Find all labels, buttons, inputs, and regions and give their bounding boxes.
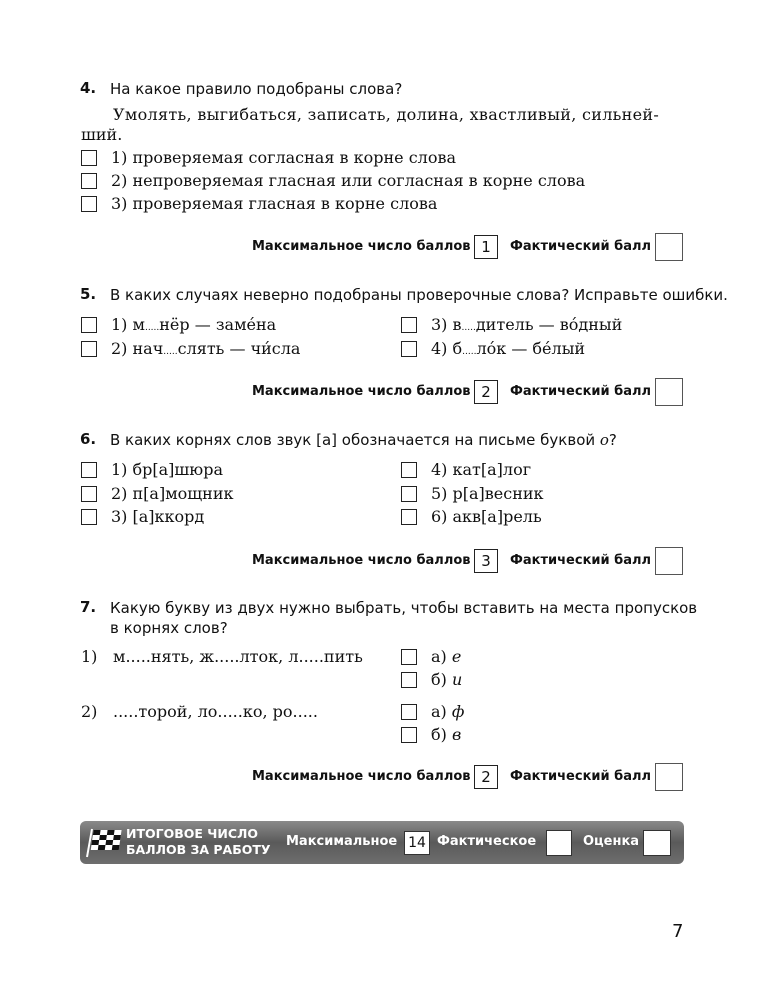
question-4-option-3-label: 3) проверяемая гласная в корне слова (111, 194, 438, 213)
question-4-actual-score-label: Фактический балл (510, 239, 652, 254)
total-actual-label: Фактическое (437, 834, 537, 849)
question-7-group-2-option-b-label: б) в (431, 725, 462, 744)
question-7-group-2-words: .....торой, ло.....ко, ро..... (113, 702, 318, 721)
question-5-option-2-label: 2) нач.....слять — чи́сла (111, 339, 301, 358)
question-7-group-1-option-b-label: б) и (431, 670, 463, 689)
question-5-number: 5. (80, 285, 97, 303)
question-6-option-4-label: 4) кат[а]лог (431, 460, 532, 479)
question-7-number: 7. (80, 598, 97, 616)
question-6-option-6-label: 6) акв[а]рель (431, 507, 542, 526)
question-6-option-6-checkbox[interactable] (401, 509, 417, 525)
question-6-option-3-label: 3) [а]ккорд (111, 507, 205, 526)
question-5-option-4-checkbox[interactable] (401, 341, 417, 357)
question-7-text-line1: Какую букву из двух нужно выбрать, чтобы вставить на места пропусков (110, 599, 698, 617)
question-7-group-2-option-b-checkbox[interactable] (401, 727, 417, 743)
checkered-flag-icon (84, 827, 124, 859)
question-4-option-2-label: 2) непроверяемая гласная или согласная в корне слова (111, 171, 586, 190)
question-5-option-2-checkbox[interactable] (81, 341, 97, 357)
question-7-actual-score-box[interactable] (655, 763, 683, 791)
question-4-words-line2: ший. (81, 125, 123, 144)
question-7-group-1-label: 1) (81, 647, 98, 666)
question-4-max-score-value: 1 (474, 235, 498, 259)
question-4-option-1-label: 1) проверяемая согласная в корне слова (111, 148, 457, 167)
question-6-option-3-checkbox[interactable] (81, 509, 97, 525)
question-7-group-1-option-a-checkbox[interactable] (401, 649, 417, 665)
question-7-group-2-label: 2) (81, 702, 98, 721)
question-5-max-score-value: 2 (474, 380, 498, 404)
question-6-max-score-label: Максимальное число баллов (252, 553, 471, 568)
question-5-option-3-label: 3) в.....дитель — во́дный (431, 315, 623, 334)
total-grade-label: Оценка (583, 834, 640, 849)
total-score-banner (80, 821, 684, 864)
question-5-option-3-checkbox[interactable] (401, 317, 417, 333)
question-7-group-1-words: м.....нять, ж.....лток, л.....пить (113, 647, 363, 666)
question-6-actual-score-label: Фактический балл (510, 553, 652, 568)
question-5-actual-score-label: Фактический балл (510, 384, 652, 399)
question-4-number: 4. (80, 79, 97, 97)
question-4-option-1-checkbox[interactable] (81, 150, 97, 166)
question-4-max-score-label: Максимальное число баллов (252, 239, 471, 254)
question-5-option-1-label: 1) м.....нёр — заме́на (111, 315, 277, 334)
question-6-option-2-checkbox[interactable] (81, 486, 97, 502)
total-max-value: 14 (404, 831, 430, 855)
question-5-option-1-checkbox[interactable] (81, 317, 97, 333)
question-4-option-2-checkbox[interactable] (81, 173, 97, 189)
question-6-text: В каких корнях слов звук [а] обозначается на письме буквой о? (110, 431, 617, 449)
question-4-option-3-checkbox[interactable] (81, 196, 97, 212)
question-4-actual-score-box[interactable] (655, 233, 683, 261)
total-max-label: Максимальное (286, 834, 398, 849)
total-title-line2: БАЛЛОВ ЗА РАБОТУ (126, 842, 271, 857)
page-number: 7 (672, 921, 684, 942)
question-5-text: В каких случаях неверно подобраны проверочные слова? Исправьте ошибки. (110, 286, 728, 304)
question-6-option-1-checkbox[interactable] (81, 462, 97, 478)
question-6-option-2-label: 2) п[а]мощник (111, 484, 234, 503)
question-7-group-2-option-a-label: а) ф (431, 702, 465, 721)
question-6-option-5-label: 5) р[а]весник (431, 484, 544, 503)
total-title-line1: ИТОГОВОЕ ЧИСЛО (126, 826, 258, 841)
question-6-actual-score-box[interactable] (655, 547, 683, 575)
question-6-option-1-label: 1) бр[а]шюра (111, 460, 223, 479)
question-7-group-1-option-b-checkbox[interactable] (401, 672, 417, 688)
question-7-group-1-option-a-label: а) е (431, 647, 462, 666)
question-5-option-4-label: 4) б.....ло́к — бе́лый (431, 339, 586, 358)
question-7-max-score-label: Максимальное число баллов (252, 769, 471, 784)
total-actual-box[interactable] (546, 830, 572, 856)
question-7-max-score-value: 2 (474, 765, 498, 789)
question-6-number: 6. (80, 430, 97, 448)
question-6-option-4-checkbox[interactable] (401, 462, 417, 478)
question-6-option-5-checkbox[interactable] (401, 486, 417, 502)
question-7-group-2-option-a-checkbox[interactable] (401, 704, 417, 720)
question-7-actual-score-label: Фактический балл (510, 769, 652, 784)
question-5-actual-score-box[interactable] (655, 378, 683, 406)
total-grade-box[interactable] (643, 830, 671, 856)
question-4-text: На какое правило подобраны слова? (110, 80, 403, 98)
question-7-text-line2: в корнях слов? (110, 619, 228, 637)
question-5-max-score-label: Максимальное число баллов (252, 384, 471, 399)
question-6-max-score-value: 3 (474, 549, 498, 573)
question-4-words-line1: Умолять, выгибаться, записать, долина, хвастливый, сильней- (113, 105, 660, 124)
